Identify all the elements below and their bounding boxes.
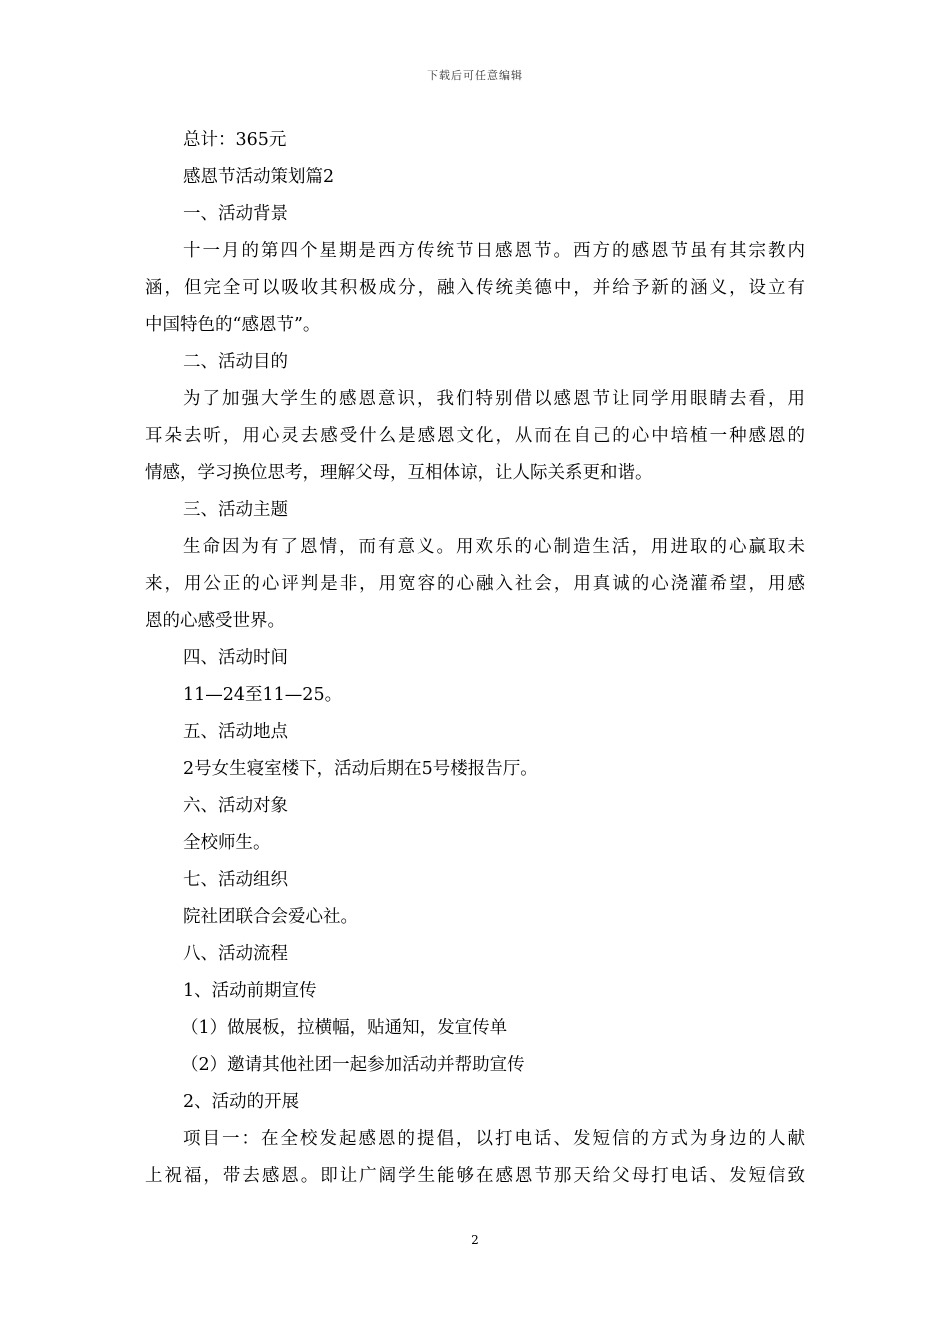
subheading: 1、活动前期宣传 <box>183 981 317 1001</box>
paragraph-line: 11—24至11—25。 <box>183 685 343 705</box>
heading-audience: 六、活动对象 <box>183 796 288 816</box>
paragraph-line: 耳朵去听，用心灵去感受什么是感恩文化，从而在自己的心中培植一种感恩的 <box>145 426 805 446</box>
paragraph-line: 全校师生。 <box>183 833 271 853</box>
paragraph-line: 十一月的第四个星期是西方传统节日感恩节。西方的感恩节虽有其宗教内 <box>183 241 805 261</box>
list-item: （1）做展板，拉横幅，贴通知，发宣传单 <box>181 1018 508 1038</box>
paragraph-line: 生命因为有了恩情，而有意义。用欢乐的心制造生活，用进取的心赢取未 <box>183 537 805 557</box>
paragraph-line: 中国特色的“感恩节”。 <box>145 315 321 335</box>
paragraph-line: 恩的心感受世界。 <box>145 611 285 631</box>
paragraph-line: 院社团联合会爱心社。 <box>183 907 358 927</box>
section-title: 感恩节活动策划篇2 <box>183 167 335 187</box>
page-number: 2 <box>471 1233 479 1247</box>
paragraph-line: 涵，但完全可以吸收其积极成分，融入传统美德中，并给予新的涵义，设立有 <box>145 278 805 298</box>
page-header: 下载后可任意编辑 <box>427 69 523 82</box>
heading-organizer: 七、活动组织 <box>183 870 288 890</box>
heading-theme: 三、活动主题 <box>183 500 288 520</box>
paragraph-line: 情感，学习换位思考，理解父母，互相体谅，让人际关系更和谐。 <box>145 463 653 483</box>
paragraph-line: 上祝福，带去感恩。即让广阔学生能够在感恩节那天给父母打电话、发短信致 <box>145 1166 805 1186</box>
paragraph-line: 项目一：在全校发起感恩的提倡，以打电话、发短信的方式为身边的人献 <box>183 1129 805 1149</box>
paragraph-line: 2号女生寝室楼下，活动后期在5号楼报告厅。 <box>183 759 538 779</box>
heading-time: 四、活动时间 <box>183 648 288 668</box>
heading-location: 五、活动地点 <box>183 722 288 742</box>
subheading: 2、活动的开展 <box>183 1092 300 1112</box>
document-body <box>145 122 805 1195</box>
paragraph-line: 来，用公正的心评判是非，用宽容的心融入社会，用真诚的心浇灌希望，用感 <box>145 574 805 594</box>
list-item: （2）邀请其他社团一起参加活动并帮助宣传 <box>181 1055 525 1075</box>
heading-purpose: 二、活动目的 <box>183 352 288 372</box>
paragraph-line: 为了加强大学生的感恩意识，我们特别借以感恩节让同学用眼睛去看，用 <box>183 389 805 409</box>
heading-process: 八、活动流程 <box>183 944 288 964</box>
heading-background: 一、活动背景 <box>183 204 288 224</box>
total-line: 总计：365元 <box>183 130 287 150</box>
